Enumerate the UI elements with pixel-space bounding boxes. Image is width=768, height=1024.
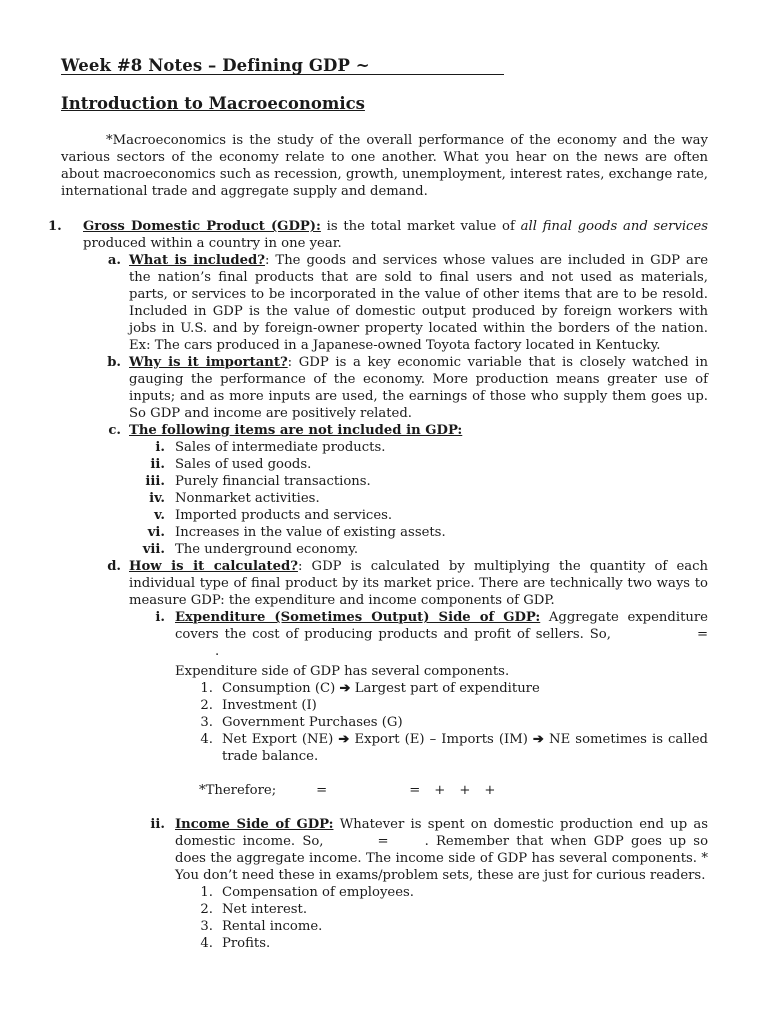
list-letter: c. <box>108 423 121 438</box>
list-item: ii. Sales of used goods. <box>150 457 312 472</box>
list-letter: d. <box>107 559 121 574</box>
intro-paragraph: *Macroeconomics is the study of the overall performance of the economy and the way various sectors of the economy relate to one another. What you hear on the news are often about macroeconomics such as recession, growth, unemployment, interest rates, exchange rate, international trade and aggregate supply and demand. <box>61 133 708 199</box>
equation-equals: = <box>696 627 708 642</box>
list-item-b: b. Why is it important?: GDP is a key economic variable that is closely watched in gauging the performance of the economy. More production means greater use of inputs; and as more inputs are used, the earnings of those who supply them goes up. So GDP and income are positively related. <box>61 354 708 422</box>
list-item: vii. The underground economy. <box>142 542 359 557</box>
gdp-emphasis: all final goods and services <box>520 219 709 234</box>
list-item: 2. Net interest. <box>200 902 308 917</box>
arrow-icon: ➔ <box>338 732 350 747</box>
list-item: iii. Purely financial transactions. <box>145 474 371 489</box>
list-roman: i. <box>155 610 165 625</box>
section-heading: Introduction to Macroeconomics <box>61 94 365 113</box>
list-item: 1. Compensation of employees. <box>200 885 414 900</box>
list-number: 1. <box>48 219 62 234</box>
income-components <box>61 884 708 952</box>
list-item: 4. Net Export (NE) ➔ Export (E) – Imports (IM) ➔ NE sometimes is called trade balance. <box>200 732 708 764</box>
list-item-a: a. What is included?: The goods and services whose values are included in GDP are the nation’s final products that are sold to final users and not used as materials, parts, or services to be incorporated in the value of other items that are to be resold. Included in GDP is the value of domestic output produced by foreign workers with jobs in U.S. and by foreign-owner property located within the borders of the nation. Ex: The cars produced in a Japanese-owned Toyota factory located in Kentucky. <box>61 252 708 354</box>
excluded-items-list <box>61 439 708 558</box>
equation-equals: = <box>377 834 389 849</box>
expenditure-side: i. Expenditure (Sometimes Output) Side of GDP: Aggregate expenditure covers the cost of producing products and profit of sellers. So, =. Expenditure side of GDP has several components. <box>61 609 708 680</box>
list-letter: a. <box>107 253 121 268</box>
arrow-icon: ➔ <box>532 732 544 747</box>
list-item: 3. Government Purchases (G) <box>200 715 403 730</box>
income-side: ii. Income Side of GDP: Whatever is spent on domestic production end up as domestic income. So, = . Remember that when GDP goes up so does the aggregate income. The income side of GDP has several components. * You don’t need these in exams/problem sets, these are just for curious readers. <box>61 816 708 884</box>
list-item: i. Sales of intermediate products. <box>155 440 386 455</box>
list-item: 1. Consumption (C) ➔ Largest part of expenditure <box>200 681 540 696</box>
therefore-equation: *Therefore; = = + + + <box>199 783 496 798</box>
arrow-icon: ➔ <box>339 681 351 696</box>
list-roman: ii. <box>150 817 165 832</box>
list-letter: b. <box>107 355 121 370</box>
gdp-definition: 1. Gross Domestic Product (GDP): is the total market value of all final goods and services produced within a country in one year. <box>48 219 709 251</box>
list-item: 3. Rental income. <box>200 919 323 934</box>
list-item-d: d. How is it calculated?: GDP is calculated by multiplying the quantity of each individual type of final product by its market price. There are technically two ways to measure GDP: the expenditure and income components of GDP. <box>61 558 708 609</box>
gdp-term: Gross Domestic Product (GDP): <box>83 219 321 234</box>
page-title: Week #8 Notes – Defining GDP ~ <box>61 56 370 75</box>
list-item: 4. Profits. <box>200 936 271 951</box>
list-item-c: c. The following items are not included in GDP: <box>61 422 708 439</box>
expenditure-components <box>61 680 708 765</box>
list-item: iv. Nonmarket activities. <box>149 491 320 506</box>
list-item: vi. Increases in the value of existing assets. <box>147 525 446 540</box>
title-underline <box>61 74 504 75</box>
gdp-section <box>48 218 709 952</box>
list-item: v. Imported products and services. <box>154 508 393 523</box>
list-item: 2. Investment (I) <box>200 698 317 713</box>
